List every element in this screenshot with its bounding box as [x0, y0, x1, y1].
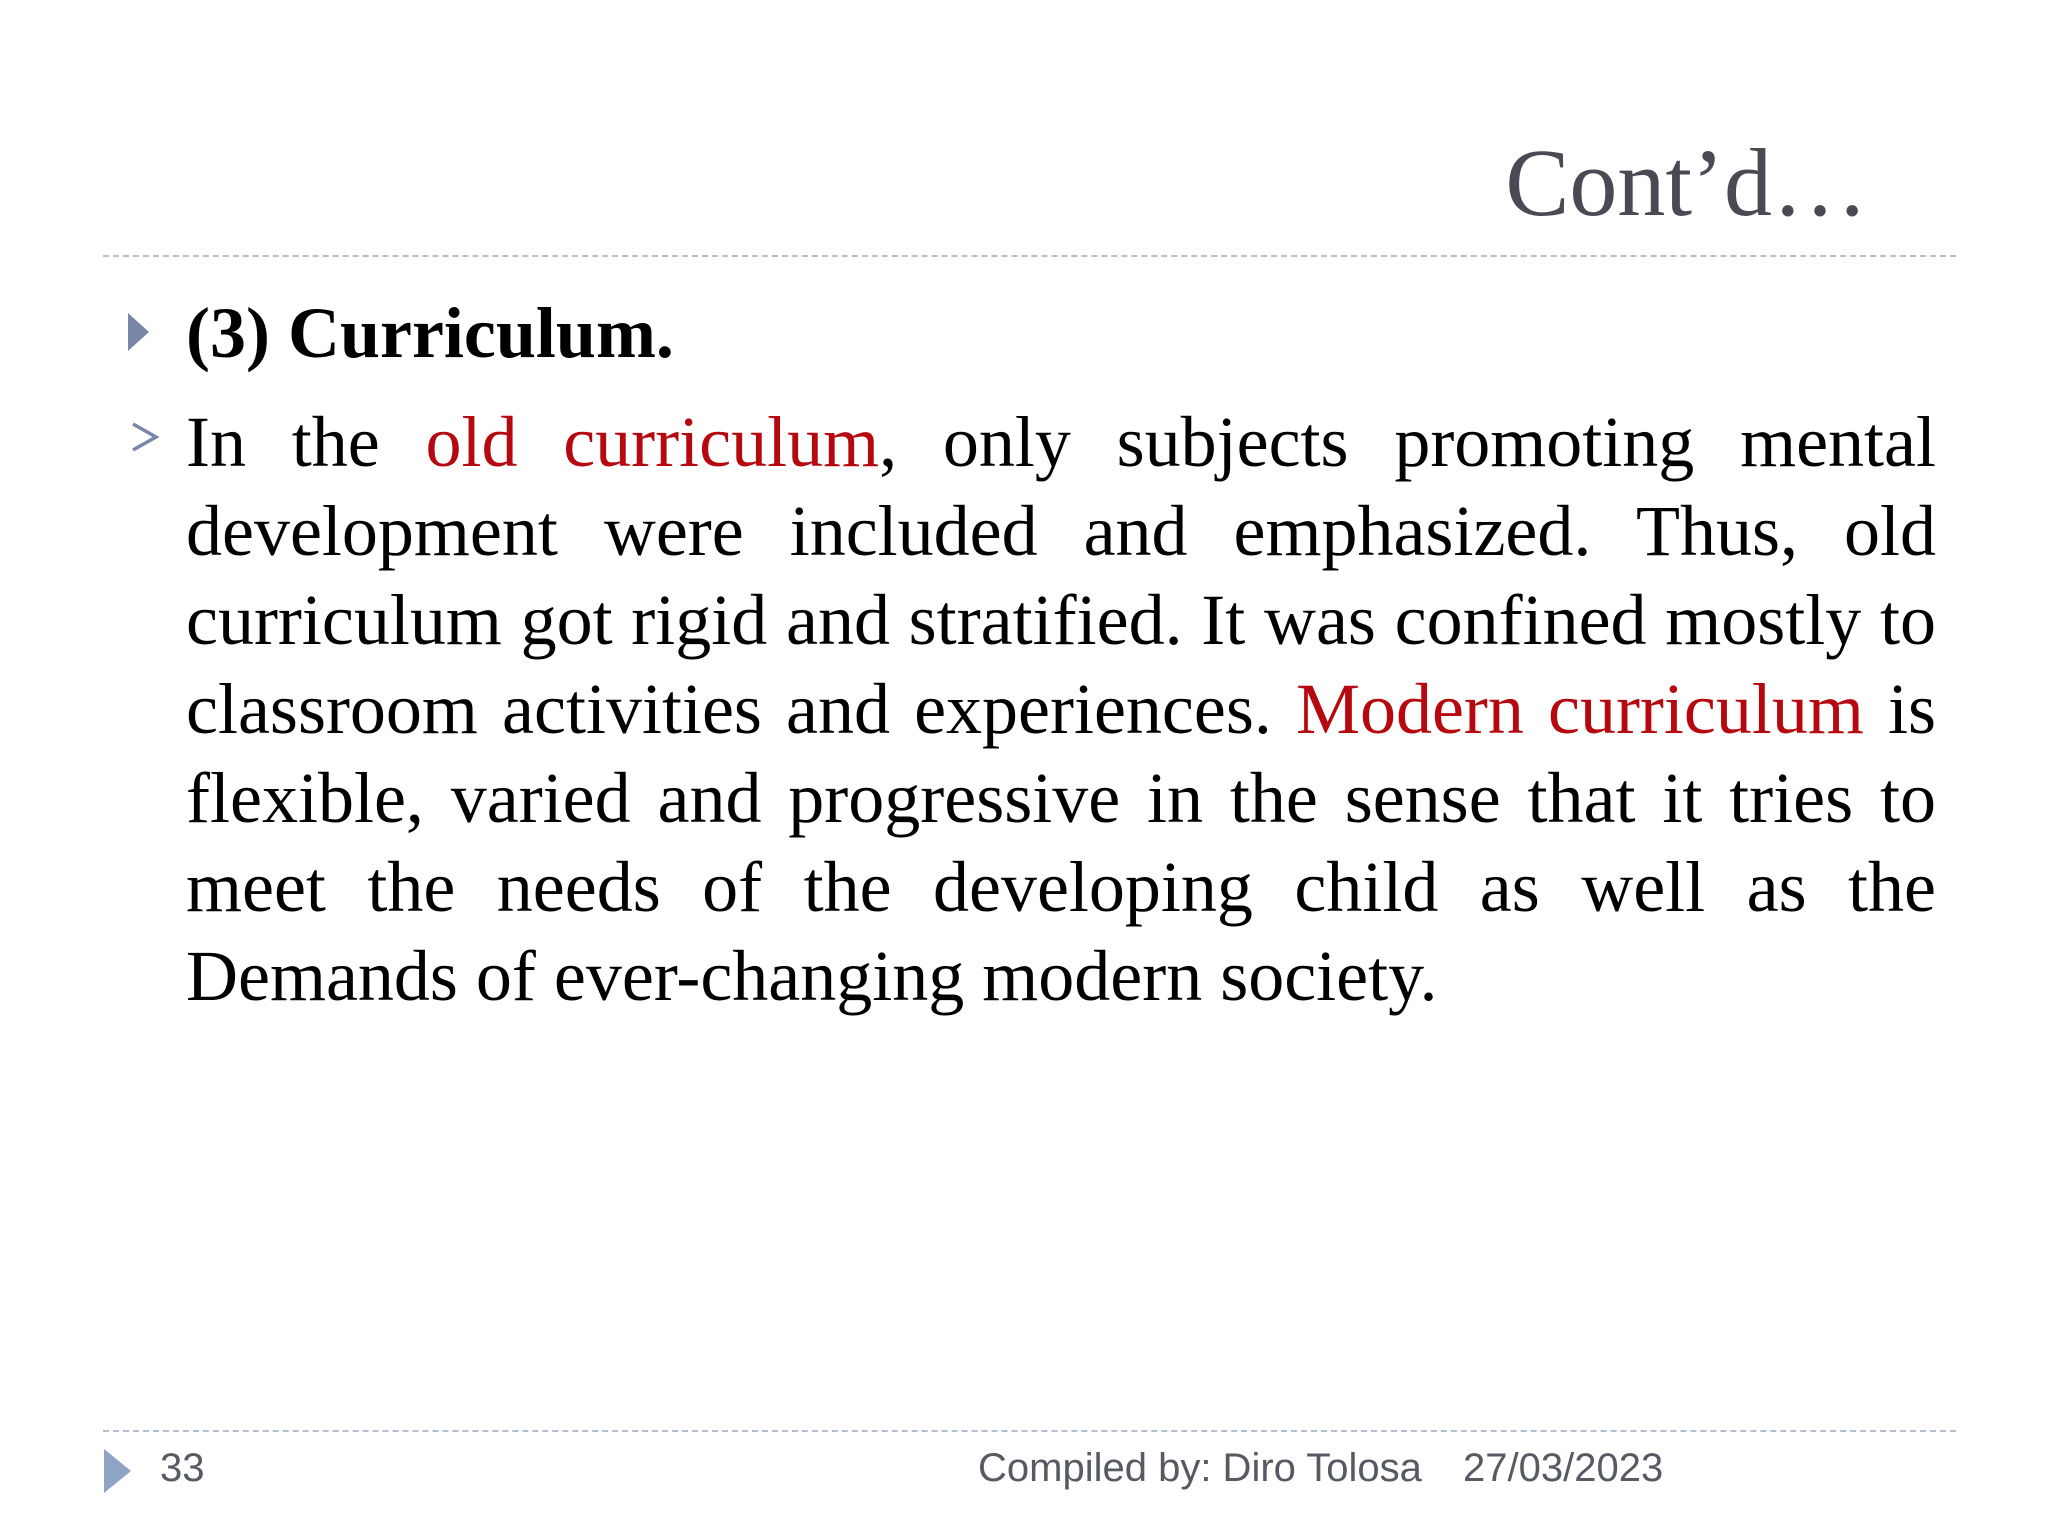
footer-date: 27/03/2023 [1463, 1446, 1664, 1490]
page-number: 33 [160, 1446, 205, 1490]
triangle-marker-icon [104, 1449, 131, 1493]
title-divider [103, 255, 1956, 257]
paragraph-text: , only subjects promoting mental development were included and emphasized. Thus, old curriculum got rigid and stratified. It was confined mostly to classroom activities and experiences. [186, 402, 1936, 749]
highlight-modern-curriculum: Modern curriculum [1295, 669, 1864, 749]
footer-author: Compiled by: Diro Tolosa [978, 1446, 1422, 1490]
highlight-old-curriculum: old curriculum [425, 402, 880, 482]
paragraph-text: In the [186, 402, 426, 482]
slide-title: Cont’d… [1505, 129, 1868, 236]
triangle-bullet-icon [128, 313, 149, 351]
arrow-bullet-icon [128, 420, 162, 454]
footer-divider [103, 1430, 1956, 1432]
section-heading: (3) Curriculum. [186, 293, 674, 373]
body-paragraph [186, 398, 1936, 1021]
paragraph-text: is flexible, varied and progressive in the sense that it tries to meet the needs of the developing child as well as the Demands of ever-changing modern society. [186, 669, 1936, 1016]
